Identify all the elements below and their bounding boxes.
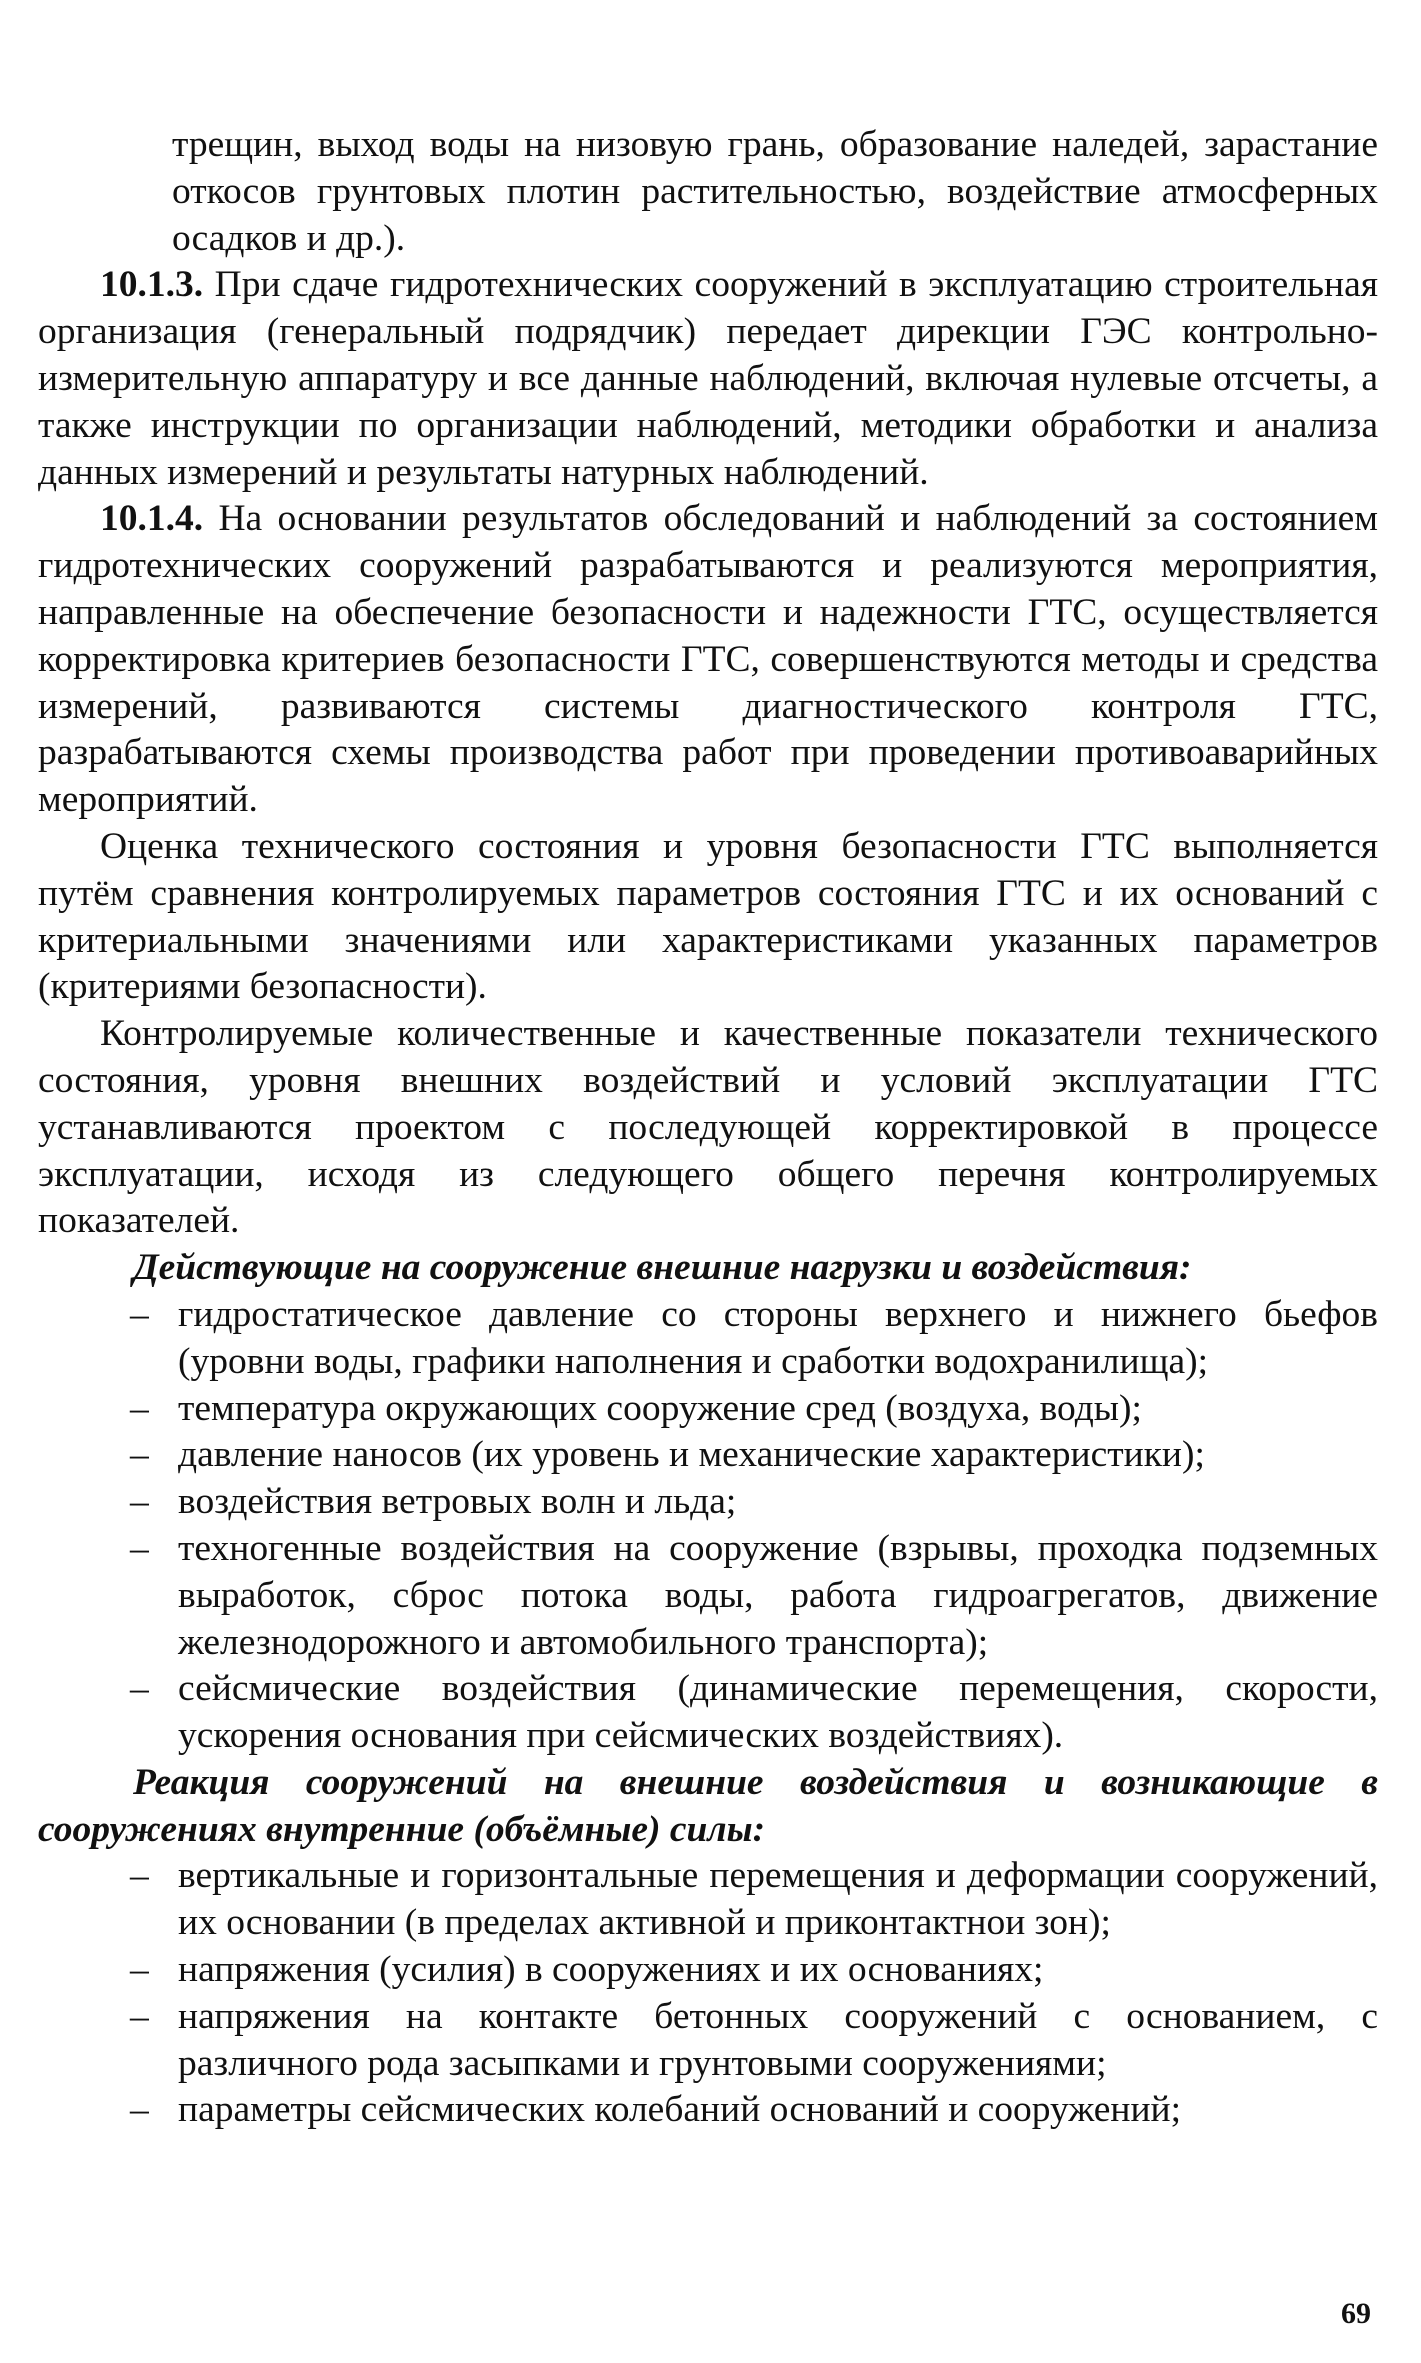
paragraph-continuation: трещин, выход воды на низовую грань, образование наледей, зарастание откосов грунтовых плотин растительностью, воздействие атмосферных осадков и др.). [172, 124, 1378, 259]
list-dash: – [130, 1949, 149, 1991]
list-item-text: температура окружающих сооружение сред (воздуха, воды); [178, 1387, 1142, 1429]
list-item [38, 1292, 1378, 1386]
list-item [38, 1947, 1378, 1994]
list-dash: – [130, 1387, 149, 1429]
paragraph-text: На основании результатов обследований и наблюдений за состоянием гидротехнических сооружений разрабатываются и реализуются мероприятия, направленные на обеспечение безопасности и надежности ГТС, осуществляется корректировка критериев безопасности ГТС, совершенствуются методы и средства измерений, развиваются системы диагностического контроля ГТС, разрабатываются схемы производства работ при проведении противоаварийных мероприятий. [38, 498, 1378, 821]
paragraph-assessment: Оценка технического состояния и уровня безопасности ГТС выполняется путём сравнения контролируемых параметров состояния ГТС и их оснований с критериальными значениями или характеристиками указанных параметров (критериями безопасности). [38, 825, 1378, 1008]
paragraph-indicators: Контролируемые количественные и качественные показатели технического состояния, уровня внешних воздействий и условий эксплуатации ГТС устанавливаются проектом с последующей корректировкой в процессе эксплуатации, исходя из следующего общего перечня контролируемых показателей. [38, 1013, 1378, 1242]
list-item-text: напряжения на контакте бетонных сооружений с основанием, с различного рода засыпками и грунтовыми сооружениями; [178, 1995, 1378, 2084]
list-dash: – [130, 1481, 149, 1523]
clause-number: 10.1.3. [100, 264, 204, 306]
list-item-text: параметры сейсмических колебаний оснований и сооружений; [178, 2089, 1181, 2131]
list-dash: – [130, 1293, 149, 1335]
list-item-text: сейсмические воздействия (динамические перемещения, скорости, ускорения основания при сейсмических воздействиях). [178, 1668, 1378, 1757]
list-item-text: гидростатическое давление со стороны верхнего и нижнего бьефов (уровни воды, графики наполнения и сработки водохранилища); [178, 1293, 1378, 1382]
list-dash: – [130, 1434, 149, 1476]
list-item [38, 1853, 1378, 1947]
list-item [38, 1994, 1378, 2088]
list-item [38, 1666, 1378, 1760]
page-number: 69 [1341, 2297, 1371, 2330]
list-item [38, 2087, 1378, 2134]
document-page [38, 122, 1378, 2134]
list-dash: – [130, 1995, 149, 2037]
list-item [38, 1526, 1378, 1666]
list-loads [38, 1292, 1378, 1760]
list-item-text: вертикальные и горизонтальные перемещения и деформации сооружений, их основании (в пределах активной и приконтактнои зон); [178, 1855, 1378, 1944]
paragraph-10-1-3 [38, 262, 1378, 496]
list-item-text: техногенные воздействия на сооружение (взрывы, проходка подземных выработок, сброс потока воды, работа гидроагрегатов, движение железнодорожного и автомобильного транспорта); [178, 1527, 1378, 1663]
paragraph-text: При сдаче гидротехнических сооружений в эксплуатацию строительная организация (генеральный подрядчик) передает дирекции ГЭС контрольно-измерительную аппаратуру и все данные наблюдений, включая нулевые отсчеты, а также инструкции по организации наблюдений, методики обработки и анализа данных измерений и результаты натурных наблюдений. [38, 264, 1378, 493]
list-item [38, 1479, 1378, 1526]
list-item-text: давление наносов (их уровень и механические характеристики); [178, 1434, 1205, 1476]
list-reactions [38, 1853, 1378, 2134]
list-dash: – [130, 1527, 149, 1569]
list-dash: – [130, 1668, 149, 1710]
section-heading-loads: Действующие на сооружение внешние нагрузки и воздействия: [133, 1247, 1192, 1289]
list-item-text: напряжения (усилия) в сооружениях и их основаниях; [178, 1949, 1044, 1991]
list-item-text: воздействия ветровых волн и льда; [178, 1481, 737, 1523]
list-dash: – [130, 1855, 149, 1897]
list-item [38, 1386, 1378, 1433]
paragraph-10-1-4 [38, 496, 1378, 824]
list-dash: – [130, 2089, 149, 2131]
clause-number: 10.1.4. [100, 498, 204, 540]
list-item [38, 1432, 1378, 1479]
section-heading-reactions: Реакция сооружений на внешние воздействия и возникающие в сооружениях внутренние (объёмные) силы: [38, 1761, 1378, 1850]
